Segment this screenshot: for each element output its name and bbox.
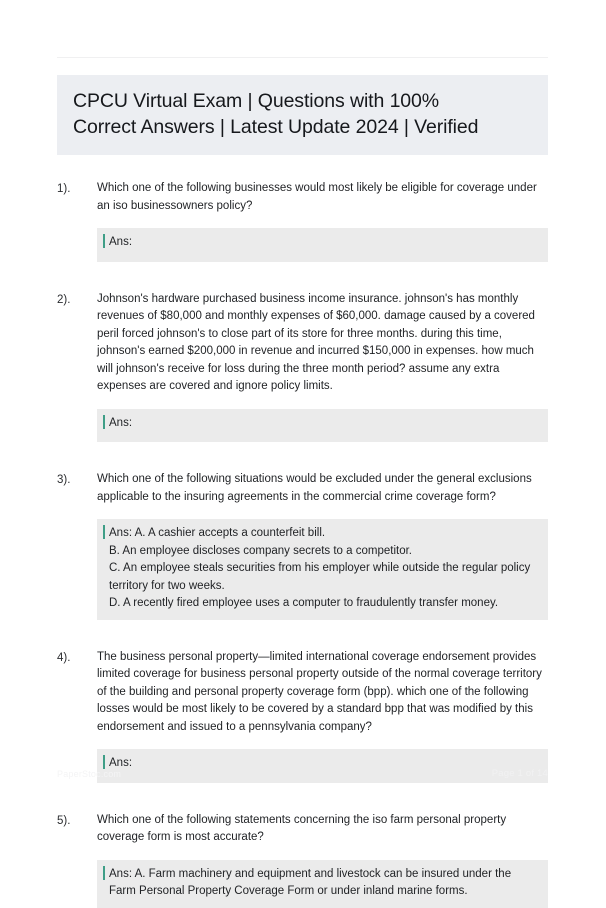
document-content xyxy=(57,75,548,908)
question-number: 5). xyxy=(57,814,71,827)
answer-line: Ans: xyxy=(109,236,133,248)
question-item xyxy=(57,291,548,443)
question-spacer xyxy=(57,783,548,812)
question-spacer xyxy=(57,262,548,291)
question-number: 3). xyxy=(57,474,71,486)
question-body xyxy=(97,180,548,262)
answer-line: Ans: A. Farm machinery and equipment and livestock can be insured under the Farm Personal Property Coverage Form or under inland marine forms. xyxy=(109,867,515,897)
answer-box[interactable] xyxy=(97,409,548,443)
question-item xyxy=(57,180,548,262)
answer-option-c: C. An employee steals securities from his employer while outside the regular policy territory for two weeks. xyxy=(109,562,534,592)
question-body xyxy=(97,649,548,783)
text-cursor-icon xyxy=(103,755,105,769)
answer-option-b: B. An employee discloses company secrets to a competitor. xyxy=(109,544,412,557)
question-spacer xyxy=(57,620,548,649)
question-number: 4). xyxy=(57,651,71,664)
text-cursor-icon xyxy=(103,415,105,429)
question-text: Which one of the following situations would be excluded under the general exclusions applicable to the insuring agreements in the commercial crime coverage form? xyxy=(97,473,532,503)
page-number-label: Page 1 of 14 xyxy=(491,768,548,779)
question-body xyxy=(97,471,548,620)
question-text: Which one of the following statements concerning the iso farm personal property coverage form is most accurate? xyxy=(97,813,507,843)
answer-box[interactable] xyxy=(97,228,548,262)
answer-option-d: D. A recently fired employee uses a computer to fraudulently transfer money. xyxy=(109,597,499,609)
question-item xyxy=(57,812,548,908)
document-title-banner xyxy=(57,75,548,155)
question-text: Johnson's hardware purchased business income insurance. johnson's has monthly revenues of $80,000 and monthly expenses of $60,000. damage caused by a covered peril forced johnson's to close part of its store for three months. during this time, johnson's earned $200,000 in revenue and incurred $150,000 in expenses. how much will johnson's receive for loss during the three month period? assume any extra expenses are covered and ignore policy limits. xyxy=(97,292,535,392)
page-title-line-2: Correct Answers | Latest Update 2024 | Verified xyxy=(73,116,479,138)
question-number: 1). xyxy=(57,183,71,195)
site-watermark: PaperStoc.com xyxy=(57,768,122,779)
answer-line: Ans: xyxy=(109,416,133,429)
question-item xyxy=(57,649,548,783)
answer-box[interactable] xyxy=(97,519,548,620)
question-text: The business personal property—limited international coverage endorsement provides limited coverage for business personal property outside of the normal coverage territory of the building and personal property coverage form (bpp). which one of the following losses would be most likely to be covered by a standard bpp that was modified by this endorsement and issued to a pennsylvania company? xyxy=(97,650,542,733)
question-body xyxy=(97,812,548,908)
question-spacer xyxy=(57,442,548,471)
answer-line: Ans: xyxy=(109,757,133,769)
page-title-line-1: CPCU Virtual Exam | Questions with 100% xyxy=(73,90,440,112)
text-cursor-icon xyxy=(103,234,105,248)
answer-line: Ans: A. A cashier accepts a counterfeit bill. xyxy=(109,527,326,539)
question-body xyxy=(97,291,548,443)
text-cursor-icon xyxy=(103,525,105,539)
text-cursor-icon xyxy=(103,866,105,880)
answer-box[interactable] xyxy=(97,860,548,908)
question-number: 2). xyxy=(57,293,71,306)
top-divider xyxy=(57,57,548,58)
question-item xyxy=(57,471,548,620)
page-footer xyxy=(57,768,548,779)
question-text: Which one of the following businesses would most likely be eligible for coverage under an iso businessowners policy? xyxy=(97,182,537,212)
